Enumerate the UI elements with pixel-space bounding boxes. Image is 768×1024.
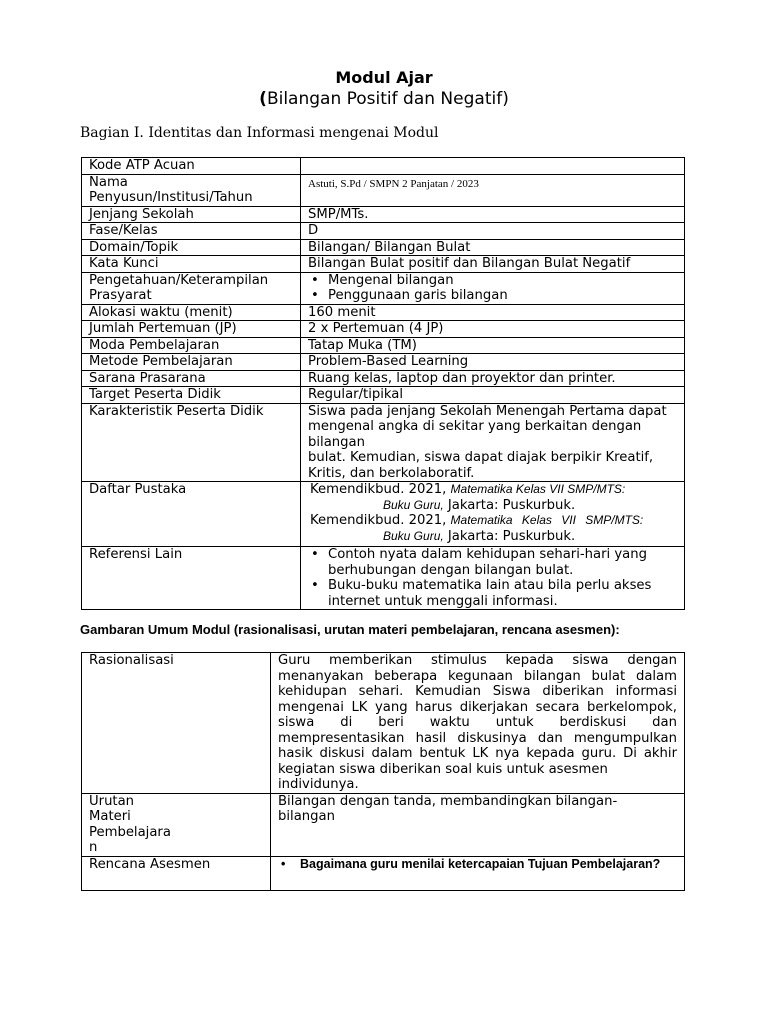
identity-table: [81, 157, 685, 610]
table-row: [82, 482, 685, 547]
table-row: [82, 547, 685, 610]
alokasi-value: 160 menit: [301, 304, 685, 321]
rasionalisasi-text: Guru memberikan stimulus kepada siswa dengan menanyakan beberapa kegunaan bilangan bulat dalam kehidupan sehari. Kemudian Siswa diberikan informasi mengenai LK yang harus dikerjakan secara berkelompok, siswa di beri waktu untuk berdiskusi dan mempresentasikan hasil diskusinya dan mengumpulkan hasik diskusi dalam bentuk LK nya kepada guru. Di akhir kegiatan siswa diberikan soal kuis untuk asesmen: [278, 653, 677, 777]
subtitle-open-paren: (: [259, 89, 267, 109]
alokasi-label: Alokasi waktu (menit): [82, 304, 301, 321]
ref1-pub: Jakarta: Puskurbuk.: [447, 497, 576, 513]
list-item: • Mengenal bilangan: [308, 273, 677, 289]
urutan-label-line: n: [89, 840, 98, 855]
section1-heading: Bagian I. Identitas dan Informasi mengenai Modul: [80, 125, 439, 141]
ref2-sub: Buku Guru,: [383, 528, 444, 543]
jenjang-label: Jenjang Sekolah: [82, 206, 301, 223]
nama-value: Astuti, S.Pd / SMPN 2 Panjatan / 2023: [301, 174, 685, 206]
prasyarat-label: Pengetahuan/Keterampilan Prasyarat: [82, 272, 301, 304]
table-row: [82, 174, 685, 206]
pustaka-label: Daftar Pustaka: [82, 482, 301, 547]
table-row: [82, 337, 685, 354]
kode-atp-value: [301, 158, 685, 175]
ref1-sub: Buku Guru,: [383, 497, 444, 512]
kata-kunci-value: Bilangan Bulat positif dan Bilangan Bulat Negatif: [301, 256, 685, 273]
target-label: Target Peserta Didik: [82, 387, 301, 404]
table-row: [82, 653, 685, 794]
jp-value: 2 x Pertemuan (4 JP): [301, 321, 685, 338]
list-item: • Penggunaan garis bilangan: [308, 288, 677, 304]
module-title: Modul Ajar: [335, 68, 433, 87]
karakteristik-value: [301, 403, 685, 482]
list-item: • Buku-buku matematika lain atau bila perlu akses internet untuk menggali informasi.: [308, 578, 654, 609]
subtitle-text: Bilangan Positif dan Negatif): [266, 89, 509, 109]
referensi-value: [301, 547, 685, 610]
moda-label: Moda Pembelajaran: [82, 337, 301, 354]
rasionalisasi-tail: individunya.: [278, 777, 359, 792]
urutan-label-line: Urutan: [89, 793, 135, 809]
table-row: [82, 370, 685, 387]
table-row: [82, 321, 685, 338]
table-row: [82, 793, 685, 856]
karakteristik-label: Karakteristik Peserta Didik: [82, 403, 301, 482]
urutan-label-line: Materi: [89, 809, 131, 824]
table-row: [82, 239, 685, 256]
prasyarat-value: [301, 272, 685, 304]
rasionalisasi-value: [271, 653, 685, 794]
metode-value: Problem-Based Learning: [301, 354, 685, 371]
table-row: [82, 304, 685, 321]
overview-table: [81, 652, 685, 891]
section2-heading: Gambaran Umum Modul (rasionalisasi, urutan materi pembelajaran, rencana asesmen):: [80, 622, 620, 637]
asesmen-label: Rencana Asesmen: [82, 856, 271, 890]
reference-1-continued: [310, 498, 677, 514]
nama-label: Nama Penyusun/Institusi/Tahun: [82, 174, 301, 206]
table-row: [82, 272, 685, 304]
reference-2-continued: [310, 529, 677, 545]
ref1-author: Kemendikbud. 2021,: [310, 482, 447, 497]
jp-label: Jumlah Pertemuan (JP): [82, 321, 301, 338]
ref2-pub: Jakarta: Puskurbuk.: [447, 528, 576, 544]
table-row: [82, 354, 685, 371]
kata-kunci-label: Kata Kunci: [82, 256, 301, 273]
ref1-title: Matematika Kelas VII SMP/MTS:: [450, 482, 626, 496]
sarana-value: Ruang kelas, laptop dan proyektor dan printer.: [301, 370, 685, 387]
fase-value: D: [301, 223, 685, 240]
moda-value: Tatap Muka (TM): [301, 337, 685, 354]
table-row: [82, 223, 685, 240]
fase-label: Fase/Kelas: [82, 223, 301, 240]
sarana-label: Sarana Prasarana: [82, 370, 301, 387]
pustaka-value: [301, 482, 685, 547]
reference-2: [310, 513, 677, 529]
table-row: [82, 158, 685, 175]
table-row: [82, 403, 685, 482]
urutan-value: Bilangan dengan tanda, membandingkan bilangan-bilangan: [271, 793, 685, 856]
table-row: [82, 206, 685, 223]
reference-1: [310, 482, 677, 498]
table-row: [82, 256, 685, 273]
target-value: Regular/tipikal: [301, 387, 685, 404]
jenjang-value: SMP/MTs.: [301, 206, 685, 223]
ref2-author: Kemendikbud. 2021,: [310, 513, 447, 528]
urutan-label-line: Pembelajara: [89, 824, 171, 840]
metode-label: Metode Pembelajaran: [82, 354, 301, 371]
karakteristik-line1: Siswa pada jenjang Sekolah Menengah Pertama dapat mengenal angka di sekitar yang berkaitan dengan bilangan: [308, 403, 667, 450]
karakteristik-line2: bulat. Kemudian, siswa dapat diajak berpikir Kreatif, Kritis, dan berkolaboratif.: [308, 450, 654, 481]
list-item: • Bagaimana guru menilai ketercapaian Tujuan Pembelajaran?: [278, 857, 677, 873]
kode-atp-label: Kode ATP Acuan: [82, 158, 301, 175]
ref2-title: Matematika Kelas VII SMP/MTS:: [450, 513, 644, 527]
rasionalisasi-label: Rasionalisasi: [82, 653, 271, 794]
domain-value: Bilangan/ Bilangan Bulat: [301, 239, 685, 256]
list-item: • Contoh nyata dalam kehidupan sehari-hari yang berhubungan dengan bilangan bulat.: [308, 547, 654, 578]
module-subtitle: [0, 89, 768, 109]
table-row: [82, 387, 685, 404]
urutan-label: [82, 793, 271, 856]
asesmen-value: [271, 856, 685, 890]
table-row: [82, 856, 685, 890]
referensi-label: Referensi Lain: [82, 547, 301, 610]
domain-label: Domain/Topik: [82, 239, 301, 256]
